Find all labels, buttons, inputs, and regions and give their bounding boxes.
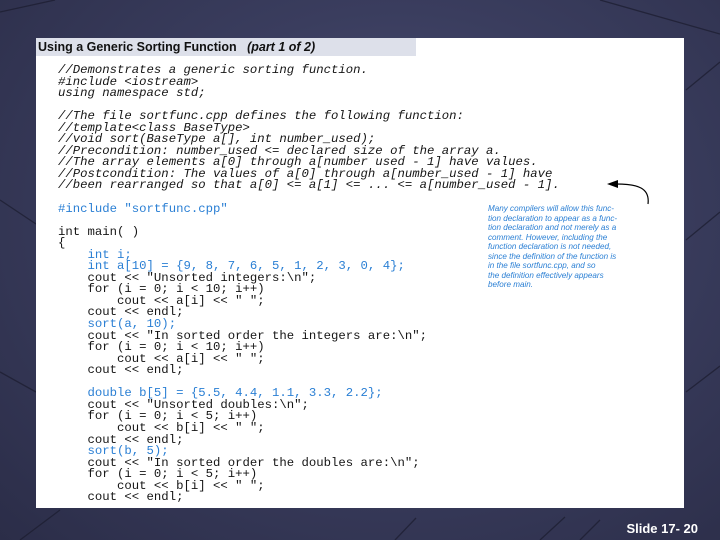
code-line: for (i = 0; i < 5; i++) xyxy=(58,409,258,424)
code-line: int main( ) xyxy=(58,224,140,239)
slide-title-main: Using a Generic Sorting Function xyxy=(38,40,237,54)
callout-line: function declaration is not needed, xyxy=(488,242,612,251)
code-line: #include "sortfunc.cpp" xyxy=(58,201,228,216)
callout-line: Many compilers will allow this func- xyxy=(488,204,614,213)
code-line: //Demonstrates a generic sorting function. xyxy=(58,63,368,77)
code-line: cout << endl; xyxy=(58,490,184,505)
code-line: //been rearranged so that a[0] <= a[1] <= ... <= a[number_used - 1]. xyxy=(58,178,560,193)
code-line: //The array elements a[0] through a[number used - 1] have values. xyxy=(58,155,538,170)
callout-note xyxy=(488,204,684,290)
callout-line: in the file sortfunc.cpp, and so xyxy=(488,261,596,270)
code-line: double b[5] = {5.5, 4.4, 1.1, 3.3, 2.2}; xyxy=(58,386,383,401)
callout-line: tion declaration and not merely as a xyxy=(488,223,617,232)
code-line: for (i = 0; i < 10; i++) xyxy=(58,340,265,355)
code-line: cout << endl; xyxy=(58,363,184,378)
callout-line: since the definition of the function is xyxy=(488,251,617,261)
code-line: cout << a[i] << " "; xyxy=(58,351,265,366)
figure-panel xyxy=(36,38,684,508)
code-line: #include <iostream> xyxy=(58,74,199,89)
code-line: cout << endl; xyxy=(58,305,184,320)
code-line: using namespace std; xyxy=(58,86,206,101)
code-line: //template<class BaseType> xyxy=(58,120,250,135)
code-line: sort(a, 10); xyxy=(58,317,177,332)
code-line: { xyxy=(58,236,66,251)
code-line: cout << a[i] << " "; xyxy=(58,293,265,308)
code-line: for (i = 0; i < 5; i++) xyxy=(58,467,258,482)
callout-line: the definition effectively appears xyxy=(488,270,604,280)
slide-title-part: (part 1 of 2) xyxy=(247,40,316,54)
code-line: //Postcondition: The values of a[0] through a[number_used - 1] have xyxy=(58,166,553,181)
slide-number: Slide 17- 20 xyxy=(626,521,698,536)
code-line: //void sort(BaseType a[], int number_used); xyxy=(58,132,376,147)
code-line: cout << b[i] << " "; xyxy=(58,478,265,493)
code-line: sort(b, 5); xyxy=(58,444,169,459)
code-line: cout << "Unsorted doubles:\n"; xyxy=(58,397,309,412)
code-line: cout << "Unsorted integers:\n"; xyxy=(58,270,317,285)
code-line: int i; xyxy=(58,247,132,262)
code-line: cout << "In sorted order the integers are:\n"; xyxy=(58,328,427,343)
code-line: cout << b[i] << " "; xyxy=(58,420,265,435)
code-line: cout << endl; xyxy=(58,432,184,447)
code-line: //Precondition: number_used <= declared size of the array a. xyxy=(58,143,501,158)
code-line: for (i = 0; i < 10; i++) xyxy=(58,282,265,297)
callout-line: comment. However, including the xyxy=(488,232,608,242)
code-line: int a[10] = {9, 8, 7, 6, 5, 1, 2, 3, 0, 4}; xyxy=(58,259,405,274)
callout-line: before main. xyxy=(488,280,533,289)
callout-line: tion declaration to appear as a func- xyxy=(488,213,618,223)
code-line: cout << "In sorted order the doubles are:\n"; xyxy=(58,455,420,470)
code-line: //The file sortfunc.cpp defines the following function: xyxy=(58,109,464,124)
